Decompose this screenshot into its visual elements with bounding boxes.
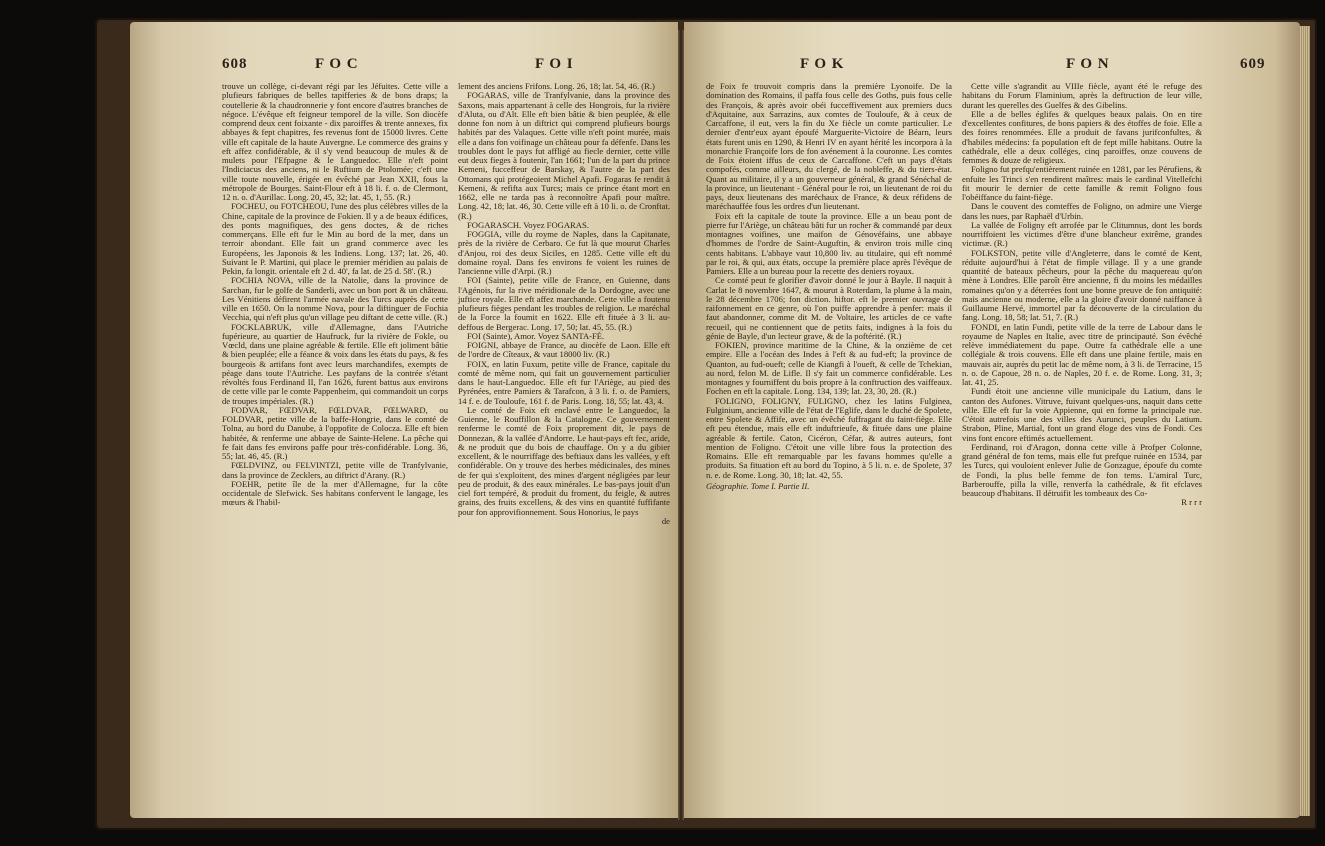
left-page-column-2 xyxy=(458,82,670,526)
entry-paragraph: Dans le couvent des comteffes de Foligno, on admire une Vierge dans les nues, par Raphaël d'Urbin. xyxy=(962,201,1202,221)
entry-foehr: FOEHR, petite île de la mer d'Allemagne, fur la côte occidentale de Slefwick. Ses habitans confervent le langage, les mœurs & l'habil- xyxy=(222,478,448,508)
entry-folkston: FOLKSTON, petite ville d'Angleterre, dans le comté de Kent, réduite aujourd'hui à l'état de fimple village. Il y a une grande quantité de bateaux pêcheurs, pour la pêche du maquereau qu'on mène à Londres. Elle paroît être ancienne, fi du moins les médailles romaines qu'on y a déterrées font une bonne preuve de fon antiquité: mais ancienne ou moderne, elle a la gloire d'avoir donné naiffance à Guillaume Hervé, immortel par fa découverte de la circulation du fang. Long. 18, 58; lat. 51, 7. (R.) xyxy=(962,247,1202,323)
entry-paragraph: Cette ville s'agrandit au VIIIe fiècle, ayant été le refuge des habitans du Forum Flaminium, après la deftruction de leur ville, durant les querelles des Guelfes & des Gibelins. xyxy=(962,81,1202,110)
entry-fochia-nova: FOCHIA NOVA, ville de la Natolie, dans la province de Sarchan, fur le golfe de Sanderli, avec un bon port & un château. Les Vénitiens défirent l'armée navale des Turcs auprès de cette ville en 1650. On la nomme Nova, pour la diftinguer de Fochia Vecchia, qui n'eft plus qu'un village peu diftant de cette ville. (R.) xyxy=(222,275,448,323)
entry-foeldvinz: FŒLDVINZ, ou FELVINTZI, petite ville de Tranfylvanie, dans la province de Zecklers, au diftrict d'Arany. (R.) xyxy=(222,460,448,480)
right-page xyxy=(684,22,1300,818)
entry-fondi: FONDI, en latin Fundi, petite ville de la terre de Labour dans le royaume de Naples en Italie, avec titre de principauté. Son évêché relève immédiatement du pape. Outre fa cathédrale elle a une collégiale & trois couvens. Elle eft dans une plaine fertile, mais en mauvais air, auprès du petit lac de même nom, à 3 li. de Terracine, 15 n. o. de Capoue, 28 n. o. de Naples, 20 f. e. de Rome. Long. 31, 3; lat. 41, 25. xyxy=(962,321,1202,387)
entry-fogaras: FOGARAS, ville de Tranfylvanie, dans la province des Saxons, mais appartenant à celle des Hongrois, fur la rivière d'Aluta, ou d'Alt. Elle eft bien bâtie & bien peuplée, & elle donne fon nom à un diftrict qui comprend plufieurs bourgs habités par des Valaques. Cette ville n'eft point murée, mais elle a dans fon voifinage un château pour fa défenfe. Dans les troubles dont le pays fut affligé au fiecle dernier, cette ville eut deux fieges à foutenir, l'an 1661; l'un de la part du prince Kemeni, fucceffeur de Barskay, & l'autre de la part des Ottomans qui protégeoient Michel Apafi. Fogaras fe rendit à Kemeni, & refifta aux Turcs; mais ce prince étant mort en 1662, elle ne tarda pas à reconnoître Apafi pour maître. Long. 42, 18; lat. 46, 30. Cette ville eft à 10 li. o. de Cronftat. (R.) xyxy=(458,90,670,221)
entry-paragraph: La vallée de Foligny eft arrofée par le Clitumnus, dont les bords nourriffoient les victimes d'être d'une blancheur extrême, grandes victimæ. (R.) xyxy=(962,219,1202,249)
entry-paragraph: de Foix fe trouvoit compris dans la première Lyonoife. De la domination des Romains, il paffa fous celle des Goths, puis fous celle des François, & après avoir obéi fucceffivement aux premiers ducs d'Aquitaine, aux Sarrazins, aux comtes de Touloufe, & à ceux de Carcaffone, il eut, vers la fin du Xe fiècle un comte particulier. Le dernier d'entr'eux ayant époufé Marguerite-Victoire de Béarn, leurs états furent unis en 1290, & Henri IV en ayant hérité les incorpora à la monarchie Françoife lors de fon avénement à la couronne. Les comtes de Foix étoient iffus de ceux de Carcaffone. C'eft un pays d'états compofés, comme ailleurs, du clergé, de la nobleffe, & du tiers-état. Quant au militaire, il y a un gouverneur général, & grand Sénéchal de la province, un lieutenant - Général pour le roi, un lieutenant de roi du pays, deux lieutenans des maréchaux de France, & deux réfidens de maréchauffée fous les ordres d'un lieutenant. xyxy=(706,81,952,212)
left-page-column-1 xyxy=(222,82,448,508)
entry-foi-sainte-amor: FOI (Sainte), Amor. Voyez SANTA-FÉ. xyxy=(467,330,605,341)
entry-foix-capitale: Foix eft la capitale de toute la province. Elle a un beau pont de pierre fur l'Ariège, un château bâti fur un rocher & commandé par deux montagnes voifines, une maifon de Génovéfains, une abbaye d'hommes de l'ordre de Saint-Auguftin, & environ trois mille cinq cents habitans. L'abbaye vaut 10,800 liv. au titulaire, qui eft nommé par le roi, & qui, aux états, occupe la première place après l'évêque de Pamiers. Elle a un bureau pour la recette des deniers royaux. xyxy=(706,210,952,276)
entry-fogarasch: FOGARASCH. Voyez FOGARAS. xyxy=(467,219,589,230)
signature-line: Géographie. Tome I. Partie II. xyxy=(706,480,810,491)
catchword: R r r r xyxy=(1181,497,1202,508)
entry-paragraph: lement des anciens Frifons. Long. 26, 18; lat. 54, 46. (R.) xyxy=(458,81,655,91)
entry-paragraph: Elle a de belles églifes & quelques beaux palais. On en tire d'excellentes confitures, de bons papiers & des étoffes de foie. Elle a des foires renommées. Elle a produit de favans jurifconfultes, & d'habiles médecins: fa population eft de fept mille habitans. Outre la cathédrale, elle a deux colléges, cinq paroiffes, onze couvens de femmes & douze de religieux. xyxy=(962,108,1202,165)
entry-focheu: FOCHEU, ou FOTCHEOU, l'une des plus célèbres villes de la Chine, capitale de la province de Fokien. Il y a de beaux édifices, des ponts magnifiques, des gens doctes, & de riches commerçans. Elle eft fur le Min au bord de la mer, dans un terroir abondant. Elle fait un grand commerce avec les Européens, les Japonois & les Indiens. Long. 137; lat. 26, 40. Suivant le P. Martini, qui place le premier méridien au palais de Pekin, fa longit. orientale eft 2 d. 40', fa lat. de 25 d. 58'. (R.) xyxy=(222,201,448,276)
entry-fokien: FOKIEN, province maritime de la Chine, & la onzième de cet empire. Elle a l'océan des Indes à l'eft & au fud-eft; la province de Quanton, au fud-oueft; celle de Kiangfi à l'oueft, & celle de Tchekian, au nord, felon M. de Lifle. Il s'y fait un commerce confidérable. Les montagnes y fourniffent du bois propre à la conftruction des vaiffeaux. Fochen en eft la capitale. Long. 134, 139; lat. 23, 30, 28. (R.) xyxy=(706,340,952,397)
entry-foi-sainte: FOI (Sainte), petite ville de France, en Guienne, dans l'Agénois, fur la rive méridionale de la Dordogne, avec une juftice royale. Elle eft affez marchande. Cette ville a foutenu plufieurs fièges pendant les troubles de religion. Le maréchal de la Force la foumit en 1622. Elle eft fituée à 3 li. au-deffous de Bergerac. Long. 17, 50; lat. 45, 55. (R.) xyxy=(458,275,670,332)
entry-fundi: Fundi étoit une ancienne ville municipale du Latium, dans le canton des Aufones. Vitruve, fuivant quelques-uns, naquit dans cette ville. Elle eft fur la voie Appienne, qui en forme la principale rue. C'étoit autrefois une des villes des Aurunci, peuples du Latium. Strabon, Pline, Martial, font un grand éloge des vins de Fondi. Ces vins font encore eftimés actuellement. xyxy=(962,386,1202,443)
entry-foligno: FOLIGNO, FOLIGNY, FULIGNO, chez les latins Fulginea, Fulginium, ancienne ville de l'état de l'Eglife, dans le duché de Spolete, entre Spolete & Affife, avec un évêché fuffragant du faint-fiège. Elle eft peu étendue, mais elle eft induftrieufe, & fituée dans une plaine agréable & fertile. Caton, Cicéron, Céfar, & autres auteurs, font mention de Foligno. C'étoit une ville libre fous la protection des Romains. Elle eft remarquable par les favans hommes qu'elle a produits. Sa fituation eft au bord du Topino, à 5 li. n. e. de Spolete, 37 n. e. de Rome. Long. 30, 18; lat. 42, 55. xyxy=(706,395,952,480)
entry-paragraph: trouve un collège, ci-devant régi par les Jéfuites. Cette ville a plufieurs fabriques de belles tapifferies & de bons draps; la coutellerie & la chaudronnerie y font encore d'autres branches de négoce. L'évêque eft feigneur temporel de la ville. Son diocèfe comprend deux cent foixante - dix paroiffes & trente annexes, fix abbayes & fept chapitres, fes revenus font de 15000 livres. Cette ville eft capitale de la haute Auvergne. Le commerce des grains y eft affez confidérable, & il s'y vend beaucoup de mules & de mulets pour l'Efpagne & le Languedoc. Elle n'eft point l'Indiciacus des anciens, ni le Ruftium de Ptolomée; c'eft une ville toute nouvelle, érigée en évêché par Jean XXII, fous la métropole de Bourges. Saint-Flour eft à 18 li. f. o. de Clermont, 12 n. o. d'Aurillac. Long. 20, 45, 32; lat. 45, 1, 55. (R.) xyxy=(222,81,448,202)
entry-foigni: FOIGNI, abbaye de France, au diocèfe de Laon. Elle eft de l'ordre de Cîteaux, & vaut 18000 liv. (R.) xyxy=(458,340,670,360)
right-page-edge xyxy=(1300,26,1310,816)
left-running-head-left: F O C xyxy=(315,56,359,72)
entry-foix: FOIX, en latin Fuxum, petite ville de France, capitale du comté de même nom, qui fait un gouvernement particulier dans le haut-Languedoc. Elle eft fur l'Ariège, au pied des Pyrénées, entre Pamiers & Tarafcon, à 3 li. f. o. de Pamiers, 14 f. e. de Touloufe, 161 f. de Paris. Long. 18, 55; lat. 43, 4. xyxy=(458,358,670,406)
right-page-number: 609 xyxy=(1240,56,1266,72)
right-running-head-left: F O K xyxy=(800,56,845,72)
right-running-head-center: F O N xyxy=(1066,56,1110,72)
left-page-number: 608 xyxy=(222,56,248,72)
catchword: de xyxy=(661,515,670,526)
entry-comte-de-foix: Le comté de Foix eft enclavé entre le Languedoc, la Guienne, le Rouffillon & la Catalogne. Ce gouvernement renferme le comté de Foix proprement dit, le pays de Donnezan, & la vallée d'Andorre. Le haut-pays eft fec, aride, & ne produit que du bois de chauffage. On y a du gibier excellent, & le nourriffage des beftiaux dans les vallées, y eft confidérable. On y trouve des herbes médicinales, des mines de fer qui s'exploitent, des mines d'argent négligées par leur peu de produit, & des eaux minérales. Le bas-pays jouit d'un ciel fort tempéré, & produit du froment, du feigle, & autres grains, des fruits excellens, & des vins en quantité fuffifante pour fon approvifionnement. Sous Honorius, le pays xyxy=(458,404,670,517)
entry-fodvar: FODVAR, FŒDVAR, FŒLDVAR, FŒLWARD, ou FOLDVAR, petite ville de la baffe-Hongrie, dans le comté de Tolna, au bord du Danube, à l'oppofite de Colocza. Elle eft bien habitée, & renferme une abbaye de Sainte-Helene. La pêche qui fe fait dans fes environs paffe pour très-confidérable. Long. 36, 55; lat. 46, 45. (R.) xyxy=(222,404,448,461)
entry-bayle: Ce comté peut fe glorifier d'avoir donné le jour à Bayle. Il naquit à Carlat le 8 novembre 1647, & mourut à Roterdam, la plume à la main, le 28 décembre 1706; fon diction. hiftor. eft le premier ouvrage de raifonnement en ce genre, où l'on puiffe apprendre à penfer: mais il faut abandonner, comme dit M. de Voltaire, les articles de ce vafte recueil, qui ne contiennent que de petits faits, indignes à la fois du génie de Bayle, d'un lecteur grave, & de la poftérité. (R.) xyxy=(706,275,952,341)
entry-focklabruk: FOCKLABRUK, ville d'Allemagne, dans l'Autriche fupérieure, au quartier de Haufruck, fur la rivière de Fokle, ou Vœcld, dans une plaine agréable & fertile. Elle eft joliment bâtie & bien peuplée; elle a féance & voix dans les états du pays, & fes bourgeois & artifans font avec leurs marchandifes, exempts de péage dans toute l'Autriche. Les payfans de la contrée s'étant révoltés fous Ferdinand II, l'an 1626, furent battus aux environs de cette ville par le comte Pappenheim, qui commandoit un corps de troupes impériales. (R.) xyxy=(222,321,448,406)
right-page-column-1 xyxy=(706,82,952,491)
entry-paragraph: Foligno fut prefqu'entièrement ruinée en 1281, par les Pérufiens, & enfuite les Trinci s'en rendirent maîtres: mais le cardinal Vitellefchi fit mourir le dernier de cette famille & remit Foligno fous l'obéiffance du faint-fiège. xyxy=(962,164,1202,202)
left-page xyxy=(130,22,678,818)
entry-foggia: FOGGIA, ville du royme de Naples, dans la Capitanate, près de la rivière de Cerbaro. Ce fut là que mourut Charles d'Anjou, roi des deux Siciles, en 1285. Cette ville eft du domaine royal. Dans fes environs fe voient les ruines de l'ancienne ville d'Arpi. (R.) xyxy=(458,229,670,276)
right-page-column-2 xyxy=(962,82,1202,508)
left-running-head-center: F O I xyxy=(535,56,574,72)
entry-ferdinand: Ferdinand, roi d'Aragon, donna cette ville à Profper Colonne, grand général de fon tems, mais elle fut prefque ruinée en 1534, par les Turcs, qui vouloient enlever Julie de Gonzague, époufe du comte de Fondi, la plus belle femme de fon tems. L'amiral Turc, Barberouffe, pilla la ville, renverfa la cathédrale, & fit efclaves beaucoup d'habitans. Il détruifit les tombeaux des Co- xyxy=(962,441,1202,498)
